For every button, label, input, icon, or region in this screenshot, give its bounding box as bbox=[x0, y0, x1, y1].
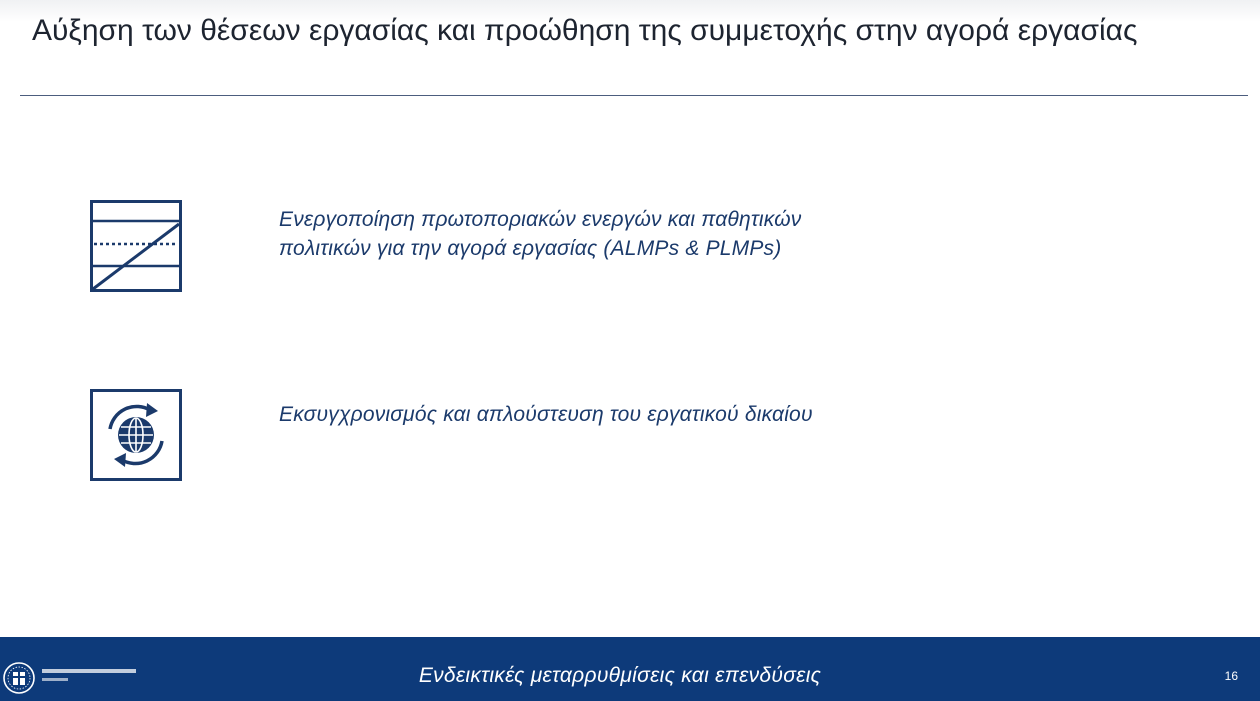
globe-refresh-icon bbox=[90, 389, 182, 481]
chart-trend-icon bbox=[90, 200, 182, 292]
title-divider bbox=[20, 95, 1248, 96]
reform-item-2-text: Εκσυγχρονισμός και απλούστευση του εργατικού δικαίου bbox=[279, 403, 813, 426]
footer-bar bbox=[0, 637, 1260, 701]
footer-title: Ενδεικτικές μεταρρυθμίσεις και επενδύσεις bbox=[418, 664, 822, 687]
title-bar bbox=[0, 0, 1260, 96]
slide-title: Αύξηση των θέσεων εργασίας και προώθηση της συμμετοχής στην αγορά εργασίας bbox=[32, 14, 1138, 47]
reform-item-1-text: Ενεργοποίηση πρωτοποριακών ενεργών και παθητικών πολιτικών για την αγορά εργασίας (ALMPs & PLMPs) bbox=[279, 208, 802, 260]
page-number: 16 bbox=[1224, 669, 1238, 683]
